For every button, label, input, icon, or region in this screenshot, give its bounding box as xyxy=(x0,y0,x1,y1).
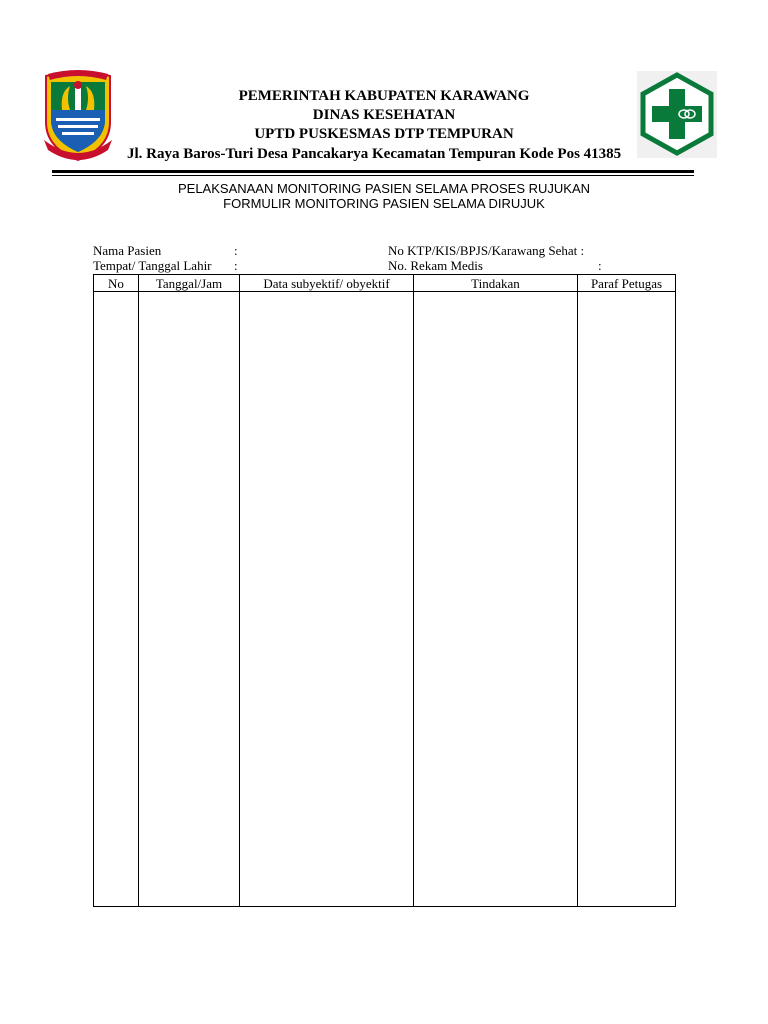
table-row xyxy=(94,292,676,907)
letterhead-divider-thick xyxy=(52,170,694,173)
letterhead-puskesmas: UPTD PUSKESMAS DTP TEMPURAN xyxy=(254,126,514,142)
no-rekam-medis-colon: : xyxy=(598,258,602,273)
letterhead-government: PEMERINTAH KABUPATEN KARAWANG xyxy=(238,88,530,104)
cell-tindakan[interactable] xyxy=(414,292,578,907)
column-header-tindakan: Tindakan xyxy=(414,275,578,292)
cell-no[interactable] xyxy=(94,292,139,907)
column-header-no: No xyxy=(94,275,139,292)
cell-paraf-petugas[interactable] xyxy=(578,292,676,907)
nama-pasien-colon: : xyxy=(234,243,238,258)
letterhead-divider-thin xyxy=(52,175,694,176)
tempat-tanggal-lahir-label: Tempat/ Tanggal Lahir xyxy=(93,258,212,273)
letterhead-address: Jl. Raya Baros-Turi Desa Pancakarya Kecamatan Tempuran Kode Pos 41385 xyxy=(127,146,622,162)
monitoring-table xyxy=(93,274,676,907)
letterhead-agency: DINAS KESEHATAN xyxy=(312,107,456,123)
tempat-tanggal-lahir-colon: : xyxy=(234,258,238,273)
column-header-paraf-petugas: Paraf Petugas xyxy=(578,275,676,292)
form-title: PELAKSANAAN MONITORING PASIEN SELAMA PROSES RUJUKAN xyxy=(177,181,590,196)
table-header-row xyxy=(94,275,676,292)
cell-tanggal-jam[interactable] xyxy=(139,292,240,907)
column-header-data-subyektif-obyektif: Data subyektif/ obyektif xyxy=(240,275,414,292)
no-rekam-medis-label: No. Rekam Medis xyxy=(388,258,483,273)
column-header-tanggal-jam: Tanggal/Jam xyxy=(139,275,240,292)
cell-data-subyektif-obyektif[interactable] xyxy=(240,292,414,907)
nama-pasien-label: Nama Pasien xyxy=(93,243,162,258)
no-ktp-label: No KTP/KIS/BPJS/Karawang Sehat : xyxy=(388,243,585,258)
form-subtitle: FORMULIR MONITORING PASIEN SELAMA DIRUJUK xyxy=(223,196,545,211)
